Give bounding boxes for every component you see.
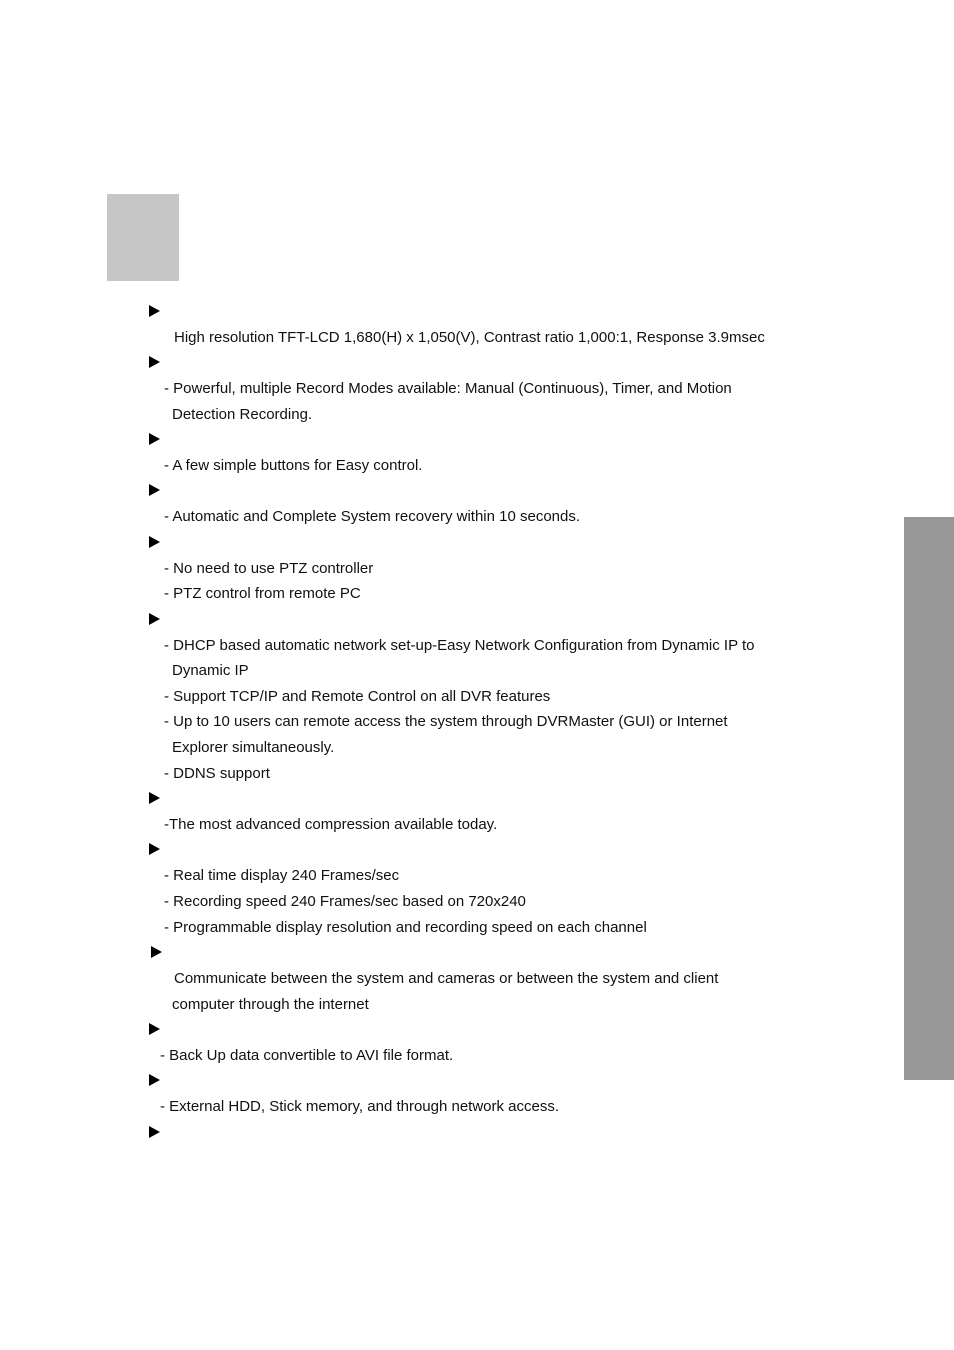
bullet-arrow-icon (149, 843, 160, 855)
bullet-arrow-icon (149, 1074, 160, 1086)
feature-line: - Real time display 240 Frames/sec (164, 867, 400, 884)
bullet-arrow-icon (149, 433, 160, 445)
bullet-arrow-icon (151, 946, 162, 958)
bullet-arrow-icon (149, 305, 160, 317)
feature-line: Communicate between the system and cameras or between the system and client (174, 970, 719, 987)
bullet-arrow-icon (149, 356, 160, 368)
feature-line: - Back Up data convertible to AVI file format. (160, 1047, 454, 1064)
feature-line: - Recording speed 240 Frames/sec based on 720x240 (164, 893, 526, 910)
feature-line: High resolution TFT-LCD 1,680(H) x 1,050(V), Contrast ratio 1,000:1, Response 3.9msec (174, 329, 765, 346)
feature-line: - Powerful, multiple Record Modes available: Manual (Continuous), Timer, and Motion (164, 380, 732, 397)
bullet-arrow-icon (149, 536, 160, 548)
feature-line: Detection Recording. (172, 406, 313, 423)
feature-line: Dynamic IP (172, 662, 249, 679)
feature-line: - External HDD, Stick memory, and through network access. (160, 1098, 560, 1115)
feature-line: - DHCP based automatic network set-up-Easy Network Configuration from Dynamic IP to (164, 637, 755, 654)
feature-line: - Automatic and Complete System recovery within 10 seconds. (164, 508, 581, 525)
bullet-arrow-icon (149, 1126, 160, 1138)
feature-line: computer through the internet (172, 996, 369, 1013)
feature-line: -The most advanced compression available today. (164, 816, 498, 833)
bullet-arrow-icon (149, 1023, 160, 1035)
bullet-arrow-icon (149, 792, 160, 804)
bullet-arrow-icon (149, 484, 160, 496)
feature-line: - PTZ control from remote PC (164, 585, 361, 602)
feature-line: - No need to use PTZ controller (164, 560, 374, 577)
feature-line: - Up to 10 users can remote access the system through DVRMaster (GUI) or Internet (164, 713, 728, 730)
feature-line: Explorer simultaneously. (172, 739, 335, 756)
feature-line: - Programmable display resolution and recording speed on each channel (164, 919, 647, 936)
feature-line: - A few simple buttons for Easy control. (164, 457, 423, 474)
feature-line: - Support TCP/IP and Remote Control on all DVR features (164, 688, 551, 705)
feature-line: - DDNS support (164, 765, 270, 782)
bullet-arrow-icon (149, 613, 160, 625)
